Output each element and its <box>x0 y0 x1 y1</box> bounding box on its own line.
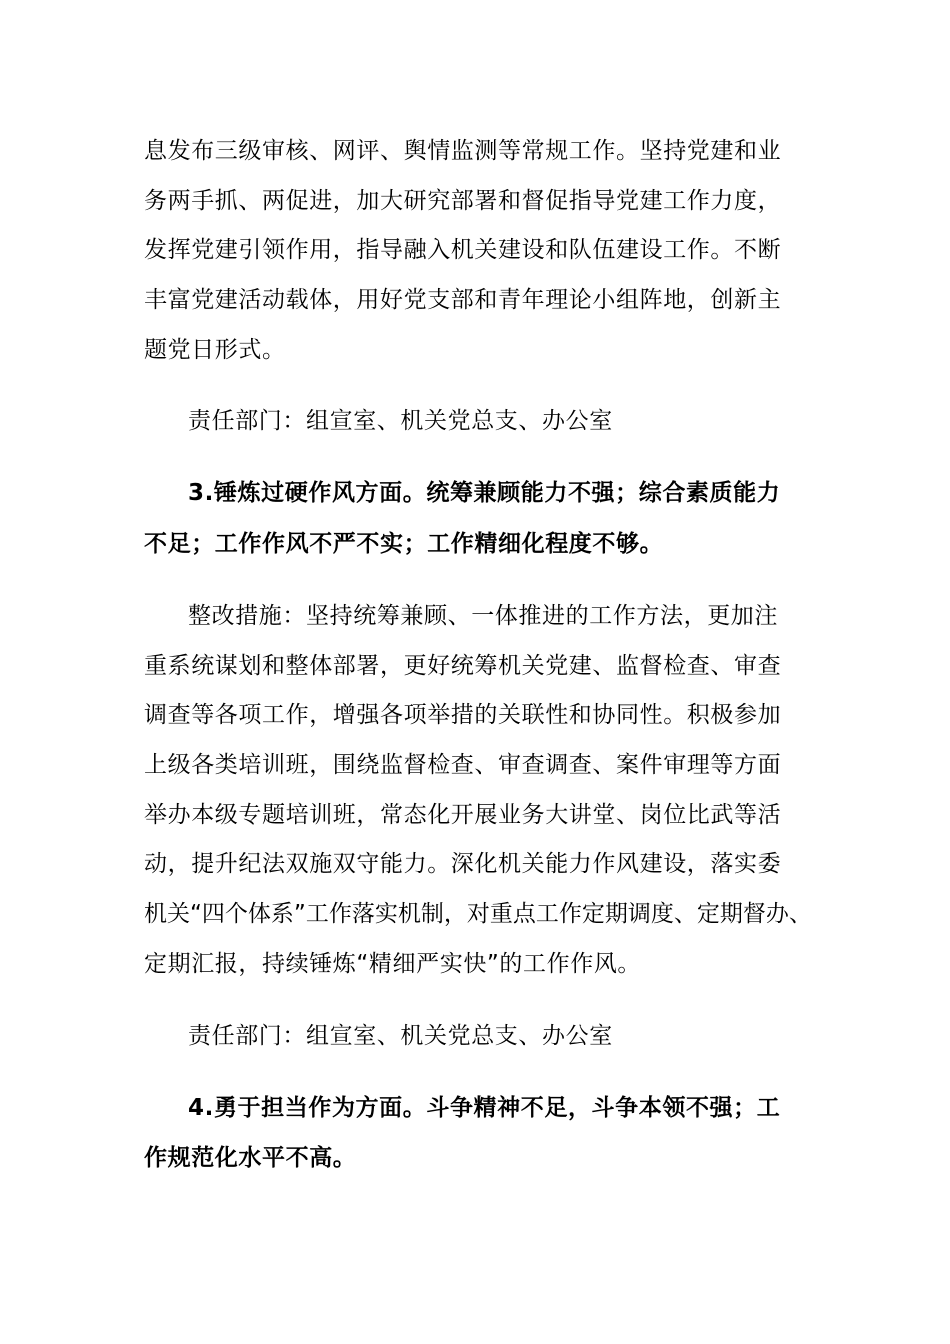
body-text-line: 上级各类培训班，围绕监督检查、审查调查、案件审理等方面 <box>144 752 782 778</box>
responsible-department: 责任部门：组宣室、机关党总支、办公室 <box>188 408 613 434</box>
body-text-line: 整改措施：坚持统筹兼顾、一体推进的工作方法，更加注 <box>188 603 778 629</box>
body-text-line: 调查等各项工作，增强各项举措的关联性和协同性。积极参加 <box>144 702 782 728</box>
body-text-line: 机关“四个体系”工作落实机制，对重点工作定期调度、定期督办、 <box>144 901 812 927</box>
body-text-line: 丰富党建活动载体，用好党支部和青年理论小组阵地，创新主 <box>144 287 782 313</box>
body-text-line: 重系统谋划和整体部署，更好统筹机关党建、监督检查、审查 <box>144 653 782 679</box>
body-text-line: 息发布三级审核、网评、舆情监测等常规工作。坚持党建和业 <box>144 138 782 164</box>
body-text-line: 发挥党建引领作用，指导融入机关建设和队伍建设工作。不断 <box>144 237 782 263</box>
responsible-department: 责任部门：组宣室、机关党总支、办公室 <box>188 1023 613 1049</box>
body-text-line: 动，提升纪法双施双守能力。深化机关能力作风建设，落实委 <box>144 851 782 877</box>
section-heading-4-cont: 作规范化水平不高。 <box>144 1145 357 1171</box>
body-text-line: 定期汇报，持续锤炼“精细严实快”的工作作风。 <box>144 951 642 977</box>
section-heading-3: 3.锤炼过硬作风方面。统筹兼顾能力不强；综合素质能力 <box>188 480 781 506</box>
body-text-line: 务两手抓、两促进，加大研究部署和督促指导党建工作力度， <box>144 188 782 214</box>
section-heading-4: 4.勇于担当作为方面。斗争精神不足，斗争本领不强；工 <box>188 1095 781 1121</box>
body-text-line: 题党日形式。 <box>144 337 286 363</box>
body-text-line: 举办本级专题培训班，常态化开展业务大讲堂、岗位比武等活 <box>144 802 782 828</box>
section-heading-3-cont: 不足；工作作风不严不实；工作精细化程度不够。 <box>144 531 664 557</box>
